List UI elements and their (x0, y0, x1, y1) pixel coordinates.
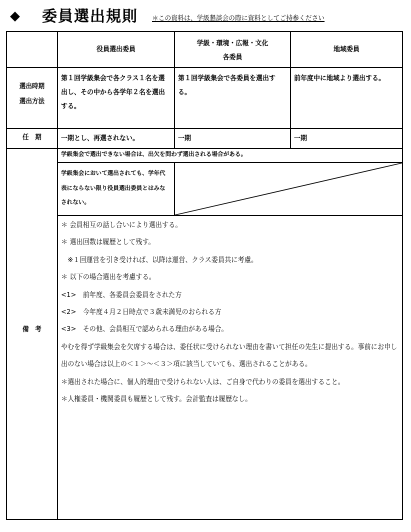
row1-class-committees: 第１回学級集会で各委員を選出する。 (178, 74, 276, 96)
remarks-line: ＊ 以下の場合選出を考慮する。 (61, 273, 156, 282)
page-header (6, 4, 406, 30)
row4-note: 学級集会において選出されても、学年代表にならない限り役員選出委員とはみなされない。 (61, 171, 166, 206)
row2-officer: 一期とし、再選されない。 (61, 134, 139, 142)
row1-officer: 第１回学級集会で各クラス１名を選出し、その中から各学年２名を選出する。 (61, 74, 165, 110)
row-label-term: 任 期 (22, 134, 42, 141)
col-header-class-committees-sub: 各委員 (222, 53, 243, 61)
remarks-line: <2> 今年度４月２日時点で３歳未満児のおられる方 (61, 308, 222, 317)
remarks-line: ＊ 会員相互の話し合いにより選出する。 (61, 221, 182, 229)
remarks-line: ＊ 選出回数は履歴として残す。 (61, 238, 155, 247)
rules-table (6, 31, 403, 520)
row-label-remarks: 備 考 (22, 326, 42, 333)
page-title: 委員選出規則 (42, 7, 139, 25)
remarks-line: <3> その他、会員相互で認められる理由がある場合。 (61, 325, 228, 334)
row-label-timing: 選出時期 (19, 83, 45, 90)
col-header-officer: 役員選出委員 (96, 45, 136, 53)
col-header-regional: 地域委員 (333, 45, 360, 53)
remarks-line: ＊選出された場合に、個人的理由で受けられない人は、ご自身で代わりの委員を選出すること。 (61, 377, 345, 386)
header-note: ＊この資料は、学級懇談会の際に資料としてご持参ください (152, 14, 325, 22)
remarks-line: ＊人権委員・機関委員も履歴として残す。会計監査は履歴なし。 (61, 395, 252, 404)
col-header-class-committees: 学級・環境・広報・文化 (196, 39, 269, 47)
row2-regional: 一期 (294, 134, 307, 142)
remarks-line: <1> 前年度、各委員会委員をされた方 (61, 290, 182, 299)
row-label-method: 選出方法 (19, 98, 45, 105)
row3-note: 学級集会で選出できない場合は、出欠を問わず選出される場合がある。 (61, 152, 247, 158)
remarks-body (61, 217, 399, 517)
diamond-icon: ◆ (10, 9, 20, 24)
remarks-line: ※１回運営を引き受ければ、以降は運営、クラス委員共に考慮。 (61, 255, 258, 264)
remarks-line: やむを得ず学級集会を欠席する場合は、委任状に受けられない理由を書いて担任の先生に提出する。事前にお申し出のない場合は以上の＜１＞～＜３＞項に該当していても、選出されることがある。 (61, 342, 398, 369)
row2-class-committees: 一期 (178, 134, 191, 142)
row1-regional: 前年度中に地域より選出する。 (294, 74, 385, 82)
